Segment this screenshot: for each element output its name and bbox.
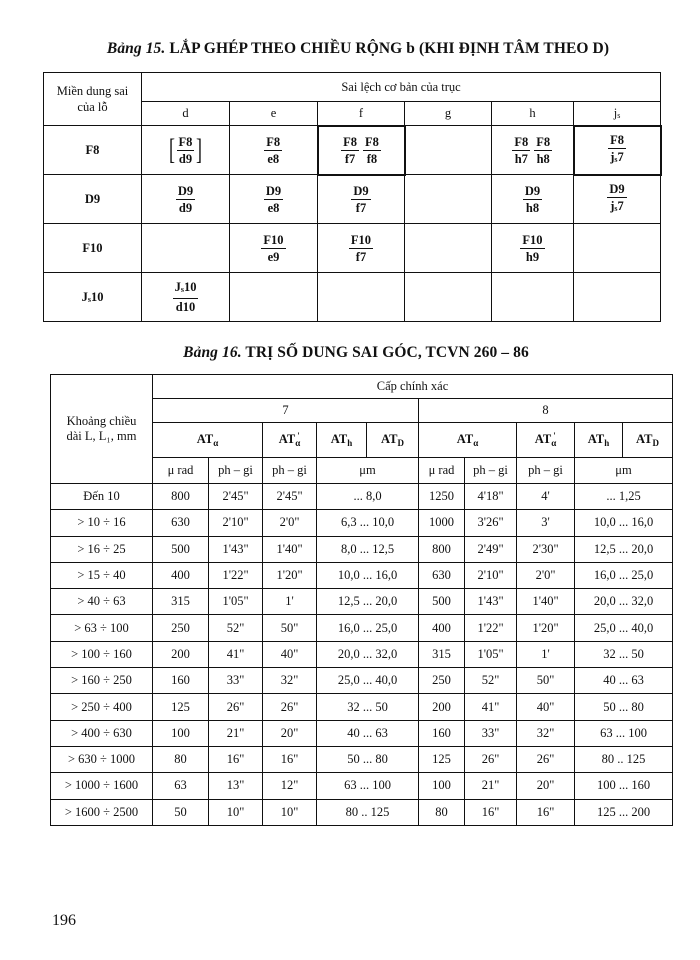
hole-tolerance-label: $J_s10$	[44, 273, 142, 322]
table-row	[44, 126, 661, 175]
fit-fraction: $\frac{F10}{e9}$	[263, 232, 284, 264]
shaft-column-e: e	[230, 102, 318, 126]
g8-value-cell: 40 ... 63	[575, 668, 673, 694]
fit-fraction: $\frac{D9}{j_s7}$	[609, 182, 625, 214]
g7-value-cell: 1'22"	[209, 562, 263, 588]
g7-value-cell: 32 ... 50	[317, 694, 419, 720]
g7-value-cell: 6,3 ... 10,0	[317, 510, 419, 536]
recommended-bracket: [ $\frac{F8}{d9}$ ]	[168, 133, 203, 166]
fit-cell	[230, 273, 318, 322]
shaft-column-js: $j_s$	[574, 102, 661, 126]
g7-value-cell: 10,0 ... 16,0	[317, 562, 419, 588]
table-row	[51, 694, 673, 720]
g8-value-cell: 20,0 ... 32,0	[575, 589, 673, 615]
grade-8-header: 8	[419, 399, 673, 423]
g7-value-cell: 8,0 ... 12,5	[317, 536, 419, 562]
fit-fraction: $\frac{F8}{e8}$	[266, 134, 281, 166]
table15-fit-width-b	[43, 72, 662, 322]
g7-value-cell: ... 8,0	[317, 484, 419, 510]
g7-value-cell: 63	[153, 773, 209, 799]
fit-fraction: $\frac{F8}{f7}$	[343, 134, 357, 166]
g8-value-cell: 1000	[419, 510, 465, 536]
table-row	[51, 562, 673, 588]
table-row	[44, 224, 661, 273]
shaft-column-f: f	[318, 102, 405, 126]
fit-cell	[574, 126, 661, 175]
g7-value-cell: 21"	[209, 720, 263, 746]
g7-unit-phgi-prime: ph – gi	[263, 458, 317, 484]
length-range-cell: > 400 ÷ 630	[51, 720, 153, 746]
table16-title	[6, 344, 700, 362]
g7-value-cell: 40 ... 63	[317, 720, 419, 746]
g7-value-cell: 50	[153, 799, 209, 825]
g8-value-cell: 400	[419, 615, 465, 641]
g8-value-cell: 1250	[419, 484, 465, 510]
fit-cell	[142, 175, 230, 224]
g7-value-cell: 13"	[209, 773, 263, 799]
g7-at-alpha-header: $AT_\alpha$	[153, 423, 263, 458]
g8-value-cell: 250	[419, 668, 465, 694]
fit-fraction: $\frac{F10}{h9}$	[522, 232, 543, 264]
g8-value-cell: 25,0 ... 40,0	[575, 615, 673, 641]
g7-value-cell: 40"	[263, 641, 317, 667]
g8-value-cell: 1'43"	[465, 589, 517, 615]
g7-value-cell: 125	[153, 694, 209, 720]
table16-angle-tolerance	[50, 374, 673, 826]
g8-at-h-header: $AT_h$	[575, 423, 623, 458]
g8-unit-urad: μ rad	[419, 458, 465, 484]
fit-cell	[142, 224, 230, 273]
g7-value-cell: 26"	[209, 694, 263, 720]
g8-value-cell: 3'26"	[465, 510, 517, 536]
g8-value-cell: 2'30"	[517, 536, 575, 562]
g7-value-cell: 400	[153, 562, 209, 588]
g8-value-cell: 160	[419, 720, 465, 746]
length-range-header: Khoảng chiều dài L, L₁, mm	[51, 375, 153, 484]
g7-value-cell: 52"	[209, 615, 263, 641]
table-row	[51, 799, 673, 825]
g8-value-cell: 50"	[517, 668, 575, 694]
g8-value-cell: 1'22"	[465, 615, 517, 641]
g7-value-cell: 25,0 ... 40,0	[317, 668, 419, 694]
fit-cell	[142, 273, 230, 322]
g7-value-cell: 160	[153, 668, 209, 694]
fit-fraction: $\frac{D9}{h8}$	[524, 183, 541, 215]
length-range-cell: Đến 10	[51, 484, 153, 510]
g7-value-cell: 63 ... 100	[317, 773, 419, 799]
table-row	[51, 510, 673, 536]
g8-value-cell: 315	[419, 641, 465, 667]
g7-at-h-header: $AT_h$	[317, 423, 367, 458]
g8-value-cell: 10,0 ... 16,0	[575, 510, 673, 536]
g7-at-alpha-prime-header: $AT_\alpha$ '	[263, 423, 317, 458]
g7-value-cell: 32"	[263, 668, 317, 694]
g8-value-cell: ... 1,25	[575, 484, 673, 510]
fit-fraction: $\frac{D9}{e8}$	[265, 183, 282, 215]
length-range-cell: > 160 ÷ 250	[51, 668, 153, 694]
accuracy-grade-header: Cấp chính xác	[153, 375, 673, 399]
table-row	[51, 668, 673, 694]
g8-value-cell: 3'	[517, 510, 575, 536]
length-range-cell: > 10 ÷ 16	[51, 510, 153, 536]
fit-fraction: $\frac{F8}{f8}$	[365, 134, 379, 166]
g7-unit-phgi: ph – gi	[209, 458, 263, 484]
g7-value-cell: 2'0"	[263, 510, 317, 536]
g7-value-cell: 80 .. 125	[317, 799, 419, 825]
table-row	[51, 536, 673, 562]
g8-value-cell: 1'40"	[517, 589, 575, 615]
fit-cell	[492, 126, 574, 175]
shaft-deviation-header: Sai lệch cơ bản của trục	[142, 73, 661, 102]
g8-value-cell: 1'	[517, 641, 575, 667]
g7-value-cell: 26"	[263, 694, 317, 720]
table16-title-main: TRỊ SỐ DUNG SAI GÓC, TCVN 260 – 86	[241, 344, 529, 361]
g8-at-alpha-prime-header: $AT_\alpha$ '	[517, 423, 575, 458]
table-row	[51, 641, 673, 667]
shaft-column-d: d	[142, 102, 230, 126]
length-range-cell: > 1000 ÷ 1600	[51, 773, 153, 799]
g8-unit-phgi: ph – gi	[465, 458, 517, 484]
fit-cell	[318, 175, 405, 224]
g8-value-cell: 4'	[517, 484, 575, 510]
length-range-cell: > 1600 ÷ 2500	[51, 799, 153, 825]
fit-cell	[574, 273, 661, 322]
g8-value-cell: 32"	[517, 720, 575, 746]
g7-value-cell: 250	[153, 615, 209, 641]
fit-cell	[405, 273, 492, 322]
g8-value-cell: 2'10"	[465, 562, 517, 588]
length-range-cell: > 630 ÷ 1000	[51, 746, 153, 772]
table16-title-lead: Bảng 16.	[183, 344, 242, 361]
g8-unit-phgi-prime: ph – gi	[517, 458, 575, 484]
g8-value-cell: 500	[419, 589, 465, 615]
fit-fraction: $\frac{D9}{d9}$	[177, 183, 194, 215]
g8-value-cell: 26"	[517, 746, 575, 772]
g8-value-cell: 800	[419, 536, 465, 562]
table-row	[44, 175, 661, 224]
g8-value-cell: 1'20"	[517, 615, 575, 641]
g8-value-cell: 16,0 ... 25,0	[575, 562, 673, 588]
fit-fraction: $\frac{D9}{f7}$	[353, 183, 369, 215]
g7-value-cell: 1'40"	[263, 536, 317, 562]
fit-fraction: $\frac{F8}{h7}$	[514, 134, 529, 166]
g7-unit-urad: μ rad	[153, 458, 209, 484]
g7-value-cell: 2'45"	[209, 484, 263, 510]
table15-body	[44, 126, 661, 322]
g8-at-alpha-header: $AT_\alpha$	[419, 423, 517, 458]
fit-fraction: $\frac{F8}{d9}$	[178, 134, 193, 166]
fit-fraction: $\frac{F8}{j_s7}$	[610, 133, 624, 164]
g8-value-cell: 200	[419, 694, 465, 720]
g7-value-cell: 800	[153, 484, 209, 510]
shaft-column-g: g	[405, 102, 492, 126]
g8-value-cell: 100	[419, 773, 465, 799]
g8-at-d-header: $AT_D$	[623, 423, 673, 458]
table-row	[51, 615, 673, 641]
g7-value-cell: 1'05"	[209, 589, 263, 615]
hole-tolerance-label: D9	[44, 175, 142, 224]
table16-body	[51, 484, 673, 826]
g8-value-cell: 125 ... 200	[575, 799, 673, 825]
g8-value-cell: 80	[419, 799, 465, 825]
g7-value-cell: 1'20"	[263, 562, 317, 588]
g7-value-cell: 20"	[263, 720, 317, 746]
g7-value-cell: 12"	[263, 773, 317, 799]
g7-value-cell: 10"	[209, 799, 263, 825]
length-range-cell: > 40 ÷ 63	[51, 589, 153, 615]
g8-value-cell: 4'18"	[465, 484, 517, 510]
g7-value-cell: 10"	[263, 799, 317, 825]
g8-value-cell: 1'05"	[465, 641, 517, 667]
table-row	[51, 589, 673, 615]
fit-cell	[405, 126, 492, 175]
g7-value-cell: 12,5 ... 20,0	[317, 589, 419, 615]
g7-value-cell: 16"	[209, 746, 263, 772]
length-range-cell: > 63 ÷ 100	[51, 615, 153, 641]
fit-fraction: $\frac{F10}{f7}$	[350, 232, 372, 264]
page-number: 196	[52, 912, 76, 929]
fit-cell	[405, 175, 492, 224]
g7-value-cell: 80	[153, 746, 209, 772]
fit-cell	[574, 224, 661, 273]
g8-value-cell: 21"	[465, 773, 517, 799]
table-row	[51, 720, 673, 746]
g7-value-cell: 200	[153, 641, 209, 667]
fit-cell	[318, 126, 405, 175]
table15-title-lead: Bảng 15.	[106, 40, 166, 57]
fit-cell	[230, 126, 318, 175]
grade-7-header: 7	[153, 399, 419, 423]
table-row	[51, 773, 673, 799]
fit-cell	[574, 175, 661, 224]
g7-value-cell: 630	[153, 510, 209, 536]
table15-title	[8, 40, 700, 58]
g8-value-cell: 2'49"	[465, 536, 517, 562]
fit-cell	[492, 224, 574, 273]
length-range-cell: > 15 ÷ 40	[51, 562, 153, 588]
fit-cell	[230, 224, 318, 273]
length-range-cell: > 250 ÷ 400	[51, 694, 153, 720]
hole-tolerance-header: Miền dung sai của lỗ	[44, 73, 142, 126]
fit-fraction: $\frac{J_s10}{d10}$	[174, 280, 197, 314]
g7-value-cell: 41"	[209, 641, 263, 667]
g8-value-cell: 2'0"	[517, 562, 575, 588]
g8-value-cell: 20"	[517, 773, 575, 799]
g7-value-cell: 20,0 ... 32,0	[317, 641, 419, 667]
g7-value-cell: 100	[153, 720, 209, 746]
g8-value-cell: 630	[419, 562, 465, 588]
fit-cell	[318, 273, 405, 322]
g8-unit-um: μm	[575, 458, 673, 484]
g7-unit-um: μm	[317, 458, 419, 484]
table-row	[51, 484, 673, 510]
fit-fraction: $\frac{F8}{h8}$	[536, 134, 551, 166]
g7-value-cell: 50 ... 80	[317, 746, 419, 772]
fit-cell	[318, 224, 405, 273]
shaft-column-h: h	[492, 102, 574, 126]
hole-tolerance-label: F8	[44, 126, 142, 175]
g8-value-cell: 12,5 ... 20,0	[575, 536, 673, 562]
g8-value-cell: 40"	[517, 694, 575, 720]
g8-value-cell: 52"	[465, 668, 517, 694]
g8-value-cell: 33"	[465, 720, 517, 746]
table-row	[44, 273, 661, 322]
fit-cell	[142, 126, 230, 175]
fit-cell	[492, 273, 574, 322]
g8-value-cell: 125	[419, 746, 465, 772]
fit-cell	[230, 175, 318, 224]
g8-value-cell: 100 ... 160	[575, 773, 673, 799]
g7-value-cell: 16"	[263, 746, 317, 772]
g8-value-cell: 32 ... 50	[575, 641, 673, 667]
g7-value-cell: 33"	[209, 668, 263, 694]
g7-value-cell: 16,0 ... 25,0	[317, 615, 419, 641]
table15-title-main: LẮP GHÉP THEO CHIỀU RỘNG b (KHI ĐỊNH TÂM THEO D)	[165, 40, 610, 57]
g8-value-cell: 16"	[517, 799, 575, 825]
length-range-cell: > 100 ÷ 160	[51, 641, 153, 667]
g8-value-cell: 63 ... 100	[575, 720, 673, 746]
fit-cell	[405, 224, 492, 273]
g7-value-cell: 2'45"	[263, 484, 317, 510]
g8-value-cell: 16"	[465, 799, 517, 825]
g7-value-cell: 1'	[263, 589, 317, 615]
g8-value-cell: 41"	[465, 694, 517, 720]
g7-value-cell: 500	[153, 536, 209, 562]
hole-tolerance-label: F10	[44, 224, 142, 273]
g7-at-d-header: $AT_D$	[367, 423, 419, 458]
fit-cell	[492, 175, 574, 224]
g7-value-cell: 2'10"	[209, 510, 263, 536]
g7-value-cell: 315	[153, 589, 209, 615]
length-range-cell: > 16 ÷ 25	[51, 536, 153, 562]
g7-value-cell: 1'43"	[209, 536, 263, 562]
g8-value-cell: 50 ... 80	[575, 694, 673, 720]
g8-value-cell: 26"	[465, 746, 517, 772]
g8-value-cell: 80 .. 125	[575, 746, 673, 772]
g7-value-cell: 50"	[263, 615, 317, 641]
table-row	[51, 746, 673, 772]
